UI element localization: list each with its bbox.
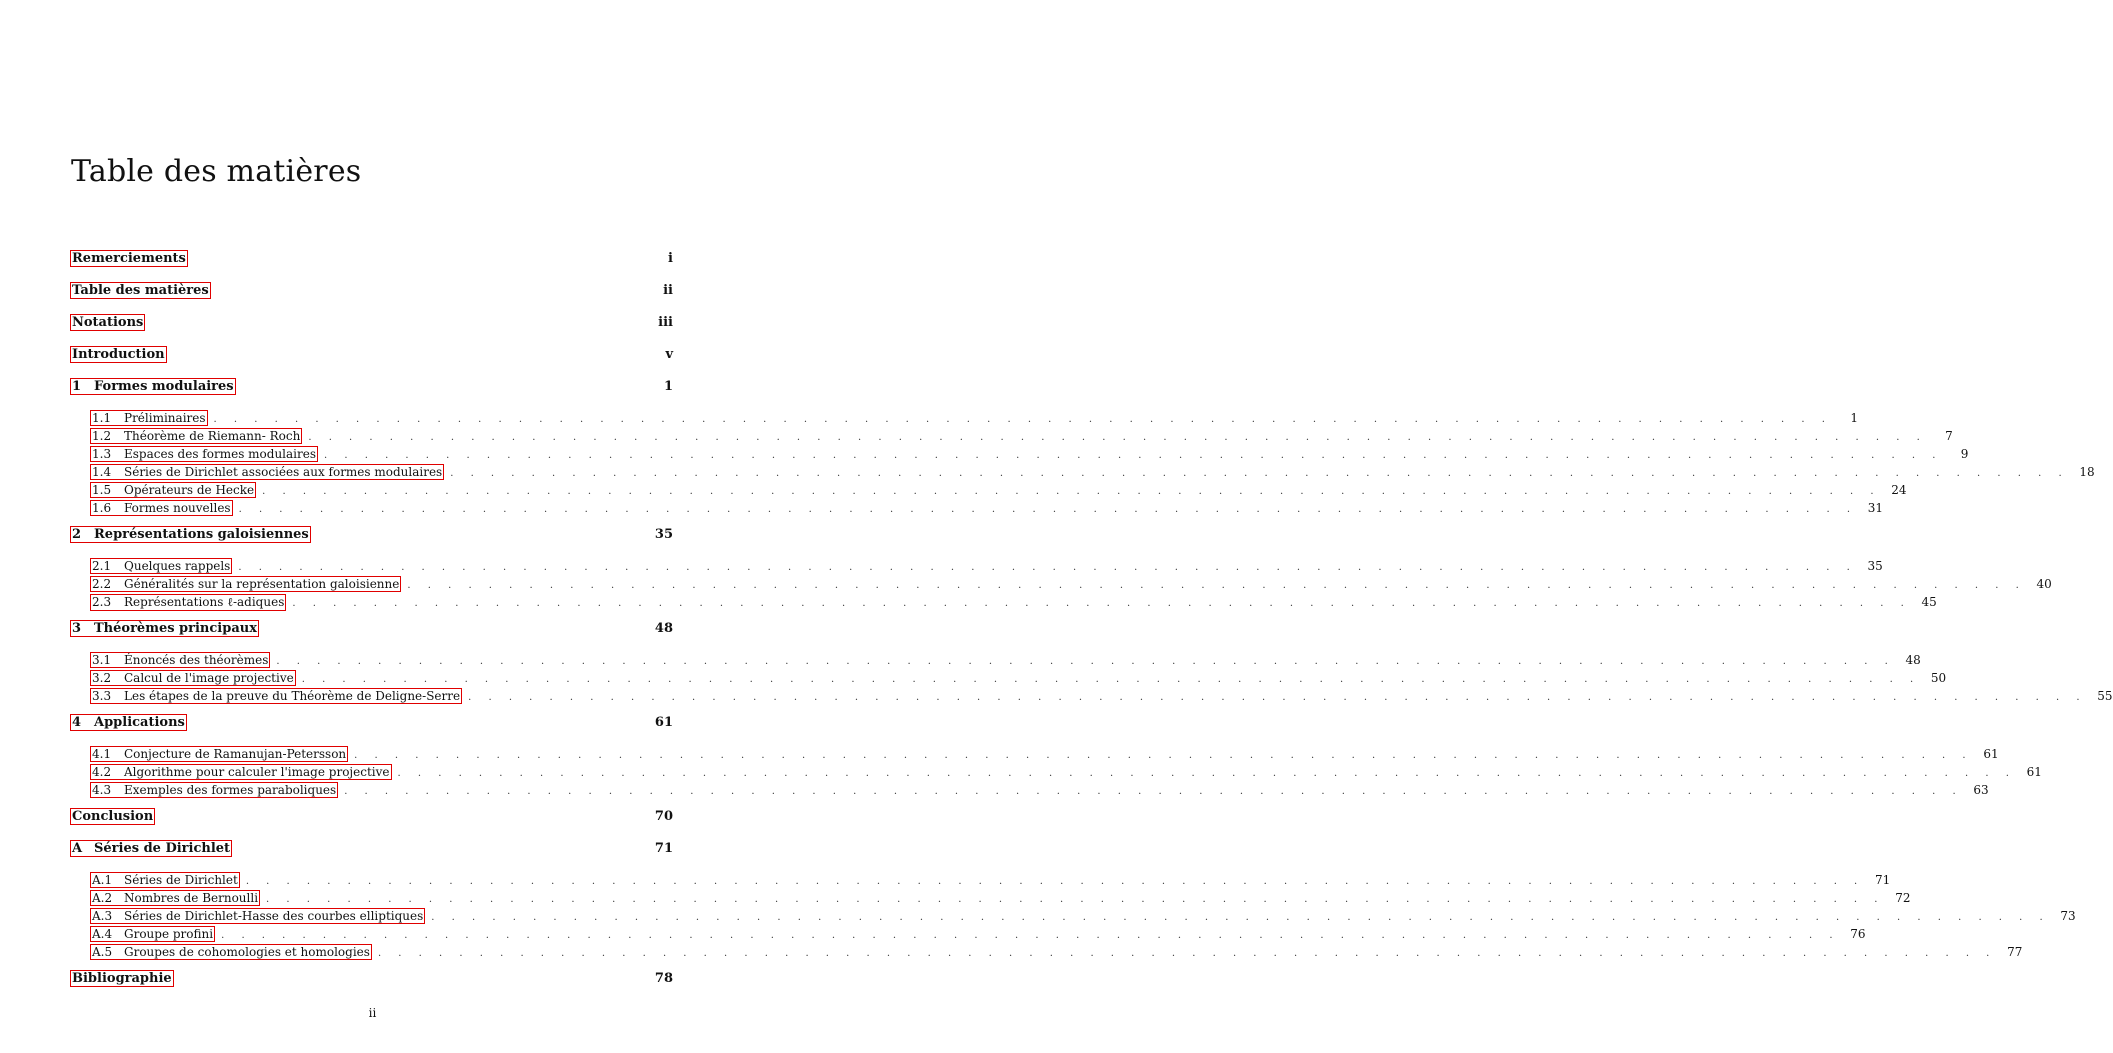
toc-chapter-link[interactable] — [70, 250, 188, 267]
toc-section-page: 35 — [1867, 559, 1883, 573]
toc-chapter-title: Applications — [94, 715, 185, 730]
toc-chapter-link[interactable] — [70, 808, 155, 825]
toc-chapter-link[interactable] — [70, 840, 232, 857]
toc-section-page: 73 — [2060, 909, 2076, 923]
leader-dots: . . . . . . . . . . . . . . . . . . . . . . . . . . . . . . . . . . . . . . . . . . . . . . . . . . . . . . . . . . . . . . . . . . . . . . . . . . . . . . . . — [450, 468, 2069, 479]
toc-chapter-page: 35 — [654, 527, 673, 542]
leader-dots: . . . . . . . . . . . . . . . . . . . . . . . . . . . . . . . . . . . . . . . . . . . . . . . . . . . . . . . . . . . . . . . . . . . . . . . . . . . . . . . . — [324, 450, 1943, 461]
toc-section-entry — [70, 576, 2052, 594]
toc-section-page: 50 — [1930, 671, 1947, 685]
toc-chapter-number: 2 — [72, 527, 82, 542]
toc-section-link[interactable] — [90, 670, 296, 686]
toc-chapter-entry — [70, 282, 673, 314]
toc-section-link[interactable] — [90, 500, 233, 516]
toc-section-number: 1.3 — [92, 447, 112, 461]
toc-section-entry — [70, 500, 1884, 518]
toc-section-number: 4.2 — [92, 765, 112, 779]
toc-section-entry — [70, 782, 1989, 800]
toc-section-entry — [70, 890, 1911, 908]
toc-section-page: 45 — [1921, 595, 1937, 609]
toc-chapter-title: Table des matières — [72, 283, 209, 298]
toc-section-entry — [70, 746, 1999, 764]
toc-chapter-title: Formes modulaires — [94, 379, 234, 394]
toc-section-link[interactable] — [90, 782, 338, 798]
toc-section-link[interactable] — [90, 652, 270, 668]
toc-chapter-link[interactable] — [70, 620, 259, 637]
toc-section-number: A.4 — [92, 927, 113, 941]
toc-section-title: Conjecture de Ramanujan-Petersson — [124, 747, 347, 761]
toc-section-title: Séries de Dirichlet associées aux formes modulaires — [124, 465, 443, 479]
leader-dots: . . . . . . . . . . . . . . . . . . . . . . . . . . . . . . . . . . . . . . . . . . . . . . . . . . . . . . . . . . . . . . . . . . . . . . . . . . . . . . . . — [308, 432, 1927, 443]
toc-section-number: 1.2 — [92, 429, 112, 443]
toc-chapter-entry — [70, 250, 673, 282]
toc-section-page: 1 — [1850, 411, 1858, 425]
toc-section-link[interactable] — [90, 410, 208, 426]
toc-section-link[interactable] — [90, 688, 462, 704]
toc-section-title: Nombres de Bernoulli — [124, 891, 259, 905]
toc-section-entry — [70, 908, 2076, 926]
toc-section-entry — [70, 410, 1858, 428]
leader-dots: . . . . . . . . . . . . . . . . . . . . . . . . . . . . . . . . . . . . . . . . . . . . . . . . . . . . . . . . . . . . . . . . . . . . . . . . . . . . . . . . — [292, 598, 1911, 609]
toc-section-page: 7 — [1945, 429, 1953, 443]
toc-chapter-entry — [70, 346, 673, 378]
toc-chapter-link[interactable] — [70, 970, 174, 987]
toc-section-title: Représentations ℓ-adiques — [124, 595, 285, 609]
toc-section-number: 2.1 — [92, 559, 112, 573]
toc-chapter-entry — [70, 714, 673, 746]
toc-section-page: 71 — [1874, 873, 1891, 887]
page-title: Table des matières — [71, 154, 362, 189]
leader-dots: . . . . . . . . . . . . . . . . . . . . . . . . . . . . . . . . . . . . . . . . . . . . . . . . . . . . . . . . . . . . . . . . . . . . . . . . . . . . . . . . — [468, 692, 2087, 703]
toc-section-page: 18 — [2079, 465, 2095, 479]
toc-section-number: A.5 — [92, 945, 113, 959]
leader-dots: . . . . . . . . . . . . . . . . . . . . . . . . . . . . . . . . . . . . . . . . . . . . . . . . . . . . . . . . . . . . . . . . . . . . . . . . . . . . . . . . — [344, 786, 1963, 797]
toc-section-link[interactable] — [90, 890, 260, 906]
toc-chapter-page: v — [665, 347, 673, 362]
toc-section-title: Groupes de cohomologies et homologies — [124, 945, 370, 959]
toc-section-page: 61 — [1983, 747, 1999, 761]
leader-dots: . . . . . . . . . . . . . . . . . . . . . . . . . . . . . . . . . . . . . . . . . . . . . . . . . . . . . . . . . . . . . . . . . . . . . . . . . . . . . . . . — [238, 504, 1858, 515]
toc-section-page: 61 — [2026, 765, 2042, 779]
toc-section-number: 4.3 — [92, 783, 112, 797]
leader-dots: . . . . . . . . . . . . . . . . . . . . . . . . . . . . . . . . . . . . . . . . . . . . . . . . . . . . . . . . . . . . . . . . . . . . . . . . . . . . . . . . — [397, 768, 2016, 779]
toc-chapter-number: 3 — [72, 621, 82, 636]
toc-section-link[interactable] — [90, 464, 444, 480]
toc-section-title: Préliminaires — [124, 411, 206, 425]
toc-section-page: 63 — [1973, 783, 1989, 797]
toc-section-link[interactable] — [90, 944, 372, 960]
toc-chapter-page: ii — [663, 283, 673, 298]
toc-section-page: 24 — [1891, 483, 1907, 497]
toc-section-entry — [70, 428, 1953, 446]
toc-section-link[interactable] — [90, 558, 232, 574]
toc-section-link[interactable] — [90, 446, 318, 462]
toc-section-number: 2.2 — [92, 577, 112, 591]
toc-chapter-title: Conclusion — [72, 809, 154, 824]
toc-section-number: 1.1 — [92, 411, 112, 425]
toc-section-entry — [70, 446, 1969, 464]
toc-chapter-title: Introduction — [72, 347, 165, 362]
leader-dots: . . . . . . . . . . . . . . . . . . . . . . . . . . . . . . . . . . . . . . . . . . . . . . . . . . . . . . . . . . . . . . . . . . . . . . . . . . . . . . . . — [221, 930, 1840, 941]
toc-chapter-title: Séries de Dirichlet — [94, 841, 231, 856]
toc-chapter-title: Représentations galoisiennes — [94, 527, 309, 542]
toc-section-link[interactable] — [90, 908, 425, 924]
toc-section-entry — [70, 558, 1883, 576]
toc-chapter-number: A — [72, 841, 83, 856]
leader-dots: . . . . . . . . . . . . . . . . . . . . . . . . . . . . . . . . . . . . . . . . . . . . . . . . . . . . . . . . . . . . . . . . . . . . . . . . . . . . . . . . — [431, 912, 2050, 923]
toc-chapter-link[interactable] — [70, 282, 211, 299]
leader-dots: . . . . . . . . . . . . . . . . . . . . . . . . . . . . . . . . . . . . . . . . . . . . . . . . . . . . . . . . . . . . . . . . . . . . . . . . . . . . . . . . — [245, 876, 1865, 887]
toc-section-page: 40 — [2036, 577, 2052, 591]
toc-section-entry — [70, 670, 1947, 688]
toc-chapter-page: 71 — [654, 841, 673, 856]
leader-dots: . . . . . . . . . . . . . . . . . . . . . . . . . . . . . . . . . . . . . . . . . . . . . . . . . . . . . . . . . . . . . . . . . . . . . . . . . . . . . . . . — [301, 674, 1921, 685]
toc-section-entry — [70, 872, 1891, 890]
toc-section-title: Calcul de l'image projective — [124, 671, 294, 685]
toc-chapter-link[interactable] — [70, 378, 236, 395]
toc-chapter-page: 70 — [654, 809, 673, 824]
toc-section-number: 2.3 — [92, 595, 112, 609]
toc-chapter-title: Notations — [72, 315, 144, 330]
toc-section-entry — [70, 688, 2113, 706]
toc-chapter-entry — [70, 526, 673, 558]
toc-section-title: Formes nouvelles — [124, 501, 231, 515]
toc-section-link[interactable] — [90, 576, 401, 592]
toc-chapter-page: 1 — [663, 379, 673, 394]
toc-section-title: Les étapes de la preuve du Théorème de Deligne-Serre — [124, 689, 461, 703]
toc-section-number: A.2 — [92, 891, 113, 905]
toc-section-link[interactable] — [90, 428, 302, 444]
toc-section-page: 77 — [2007, 945, 2023, 959]
toc-chapter-page: iii — [658, 315, 673, 330]
toc-section-link[interactable] — [90, 482, 256, 498]
toc-section-entry — [70, 594, 1937, 612]
toc-chapter-page: 78 — [654, 971, 673, 986]
toc-section-link[interactable] — [90, 594, 286, 611]
toc-section-title: Opérateurs de Hecke — [124, 483, 255, 497]
toc-chapter-entry — [70, 378, 673, 410]
toc-chapter-title: Théorèmes principaux — [94, 621, 257, 636]
leader-dots: . . . . . . . . . . . . . . . . . . . . . . . . . . . . . . . . . . . . . . . . . . . . . . . . . . . . . . . . . . . . . . . . . . . . . . . . . . . . . . . . — [276, 656, 1895, 667]
toc-chapter-entry — [70, 620, 673, 652]
toc-chapter-number: 1 — [72, 379, 82, 394]
toc-section-number: 4.1 — [92, 747, 112, 761]
toc-section-entry — [70, 926, 1866, 944]
toc-section-title: Énoncés des théorèmes — [124, 653, 269, 667]
toc-section-page: 76 — [1850, 927, 1866, 941]
leader-dots: . . . . . . . . . . . . . . . . . . . . . . . . . . . . . . . . . . . . . . . . . . . . . . . . . . . . . . . . . . . . . . . . . . . . . . . . . . . . . . . . — [377, 948, 1997, 959]
toc-chapter-entry — [70, 970, 673, 1002]
toc-chapter-entry — [70, 314, 673, 346]
toc-section-link[interactable] — [90, 764, 392, 780]
toc-chapter-title: Bibliographie — [72, 971, 172, 986]
toc-section-entry — [70, 464, 2095, 482]
toc-section-entry — [70, 764, 2042, 782]
toc-section-page: 55 — [2097, 689, 2113, 703]
leader-dots: . . . . . . . . . . . . . . . . . . . . . . . . . . . . . . . . . . . . . . . . . . . . . . . . . . . . . . . . . . . . . . . . . . . . . . . . . . . . . . . . — [407, 580, 2026, 591]
toc-section-title: Séries de Dirichlet-Hasse des courbes elliptiques — [124, 909, 424, 923]
toc-chapter-page: i — [668, 251, 673, 266]
toc-section-number: 3.3 — [92, 689, 112, 703]
toc-section-title: Exemples des formes paraboliques — [124, 783, 337, 797]
toc-chapter-number: 4 — [72, 715, 82, 730]
leader-dots: . . . . . . . . . . . . . . . . . . . . . . . . . . . . . . . . . . . . . . . . . . . . . . . . . . . . . . . . . . . . . . . . . . . . . . . . . . . . . . . . — [262, 486, 1881, 497]
toc-section-title: Séries de Dirichlet — [124, 873, 238, 887]
leader-dots: . . . . . . . . . . . . . . . . . . . . . . . . . . . . . . . . . . . . . . . . . . . . . . . . . . . . . . . . . . . . . . . . . . . . . . . . . . . . . . . . — [213, 414, 1832, 425]
toc-chapter-title: Remerciements — [72, 251, 186, 266]
leader-dots: . . . . . . . . . . . . . . . . . . . . . . . . . . . . . . . . . . . . . . . . . . . . . . . . . . . . . . . . . . . . . . . . . . . . . . . . . . . . . . . . — [238, 562, 1857, 573]
leader-dots: . . . . . . . . . . . . . . . . . . . . . . . . . . . . . . . . . . . . . . . . . . . . . . . . . . . . . . . . . . . . . . . . . . . . . . . . . . . . . . . . — [354, 750, 1973, 761]
toc-section-link[interactable] — [90, 872, 240, 888]
toc-section-page: 31 — [1867, 501, 1884, 515]
toc-chapter-link[interactable] — [70, 714, 187, 731]
toc-section-title: Algorithme pour calculer l'image projective — [124, 765, 390, 779]
toc-section-title: Espaces des formes modulaires — [124, 447, 316, 461]
toc-section-entry — [70, 944, 2023, 962]
toc-section-page: 9 — [1960, 447, 1969, 461]
leader-dots: . . . . . . . . . . . . . . . . . . . . . . . . . . . . . . . . . . . . . . . . . . . . . . . . . . . . . . . . . . . . . . . . . . . . . . . . . . . . . . . . — [266, 894, 1885, 905]
toc-section-link[interactable] — [90, 926, 215, 942]
toc-chapter-link[interactable] — [70, 526, 311, 543]
toc-section-entry — [70, 482, 1907, 500]
toc-section-number: 1.4 — [92, 465, 112, 479]
toc-section-number: 3.2 — [92, 671, 112, 685]
toc-section-title: Groupe profini — [124, 927, 214, 941]
toc-section-title: Généralités sur la représentation galoisienne — [124, 577, 400, 591]
toc-chapter-link[interactable] — [70, 314, 145, 331]
toc-section-page: 72 — [1895, 891, 1911, 905]
toc-section-number: 1.6 — [92, 501, 112, 515]
toc-section-entry — [70, 652, 1921, 670]
toc-section-number: 3.1 — [92, 653, 112, 667]
toc-chapter-entry — [70, 840, 673, 872]
toc-section-title: Quelques rappels — [124, 559, 231, 573]
toc-chapter-page: 61 — [654, 715, 673, 730]
toc-section-title: Théorème de Riemann- Roch — [124, 429, 301, 443]
toc-chapter-page: 48 — [654, 621, 673, 636]
toc-section-link[interactable] — [90, 746, 348, 762]
table-of-contents — [70, 250, 2113, 1002]
toc-chapter-link[interactable] — [70, 346, 167, 363]
toc-section-page: 48 — [1905, 653, 1921, 667]
page-number: ii — [368, 1006, 377, 1020]
toc-section-number: A.1 — [92, 873, 113, 887]
toc-chapter-entry — [70, 808, 673, 840]
toc-section-number: 1.5 — [92, 483, 112, 497]
toc-section-number: A.3 — [92, 909, 113, 923]
